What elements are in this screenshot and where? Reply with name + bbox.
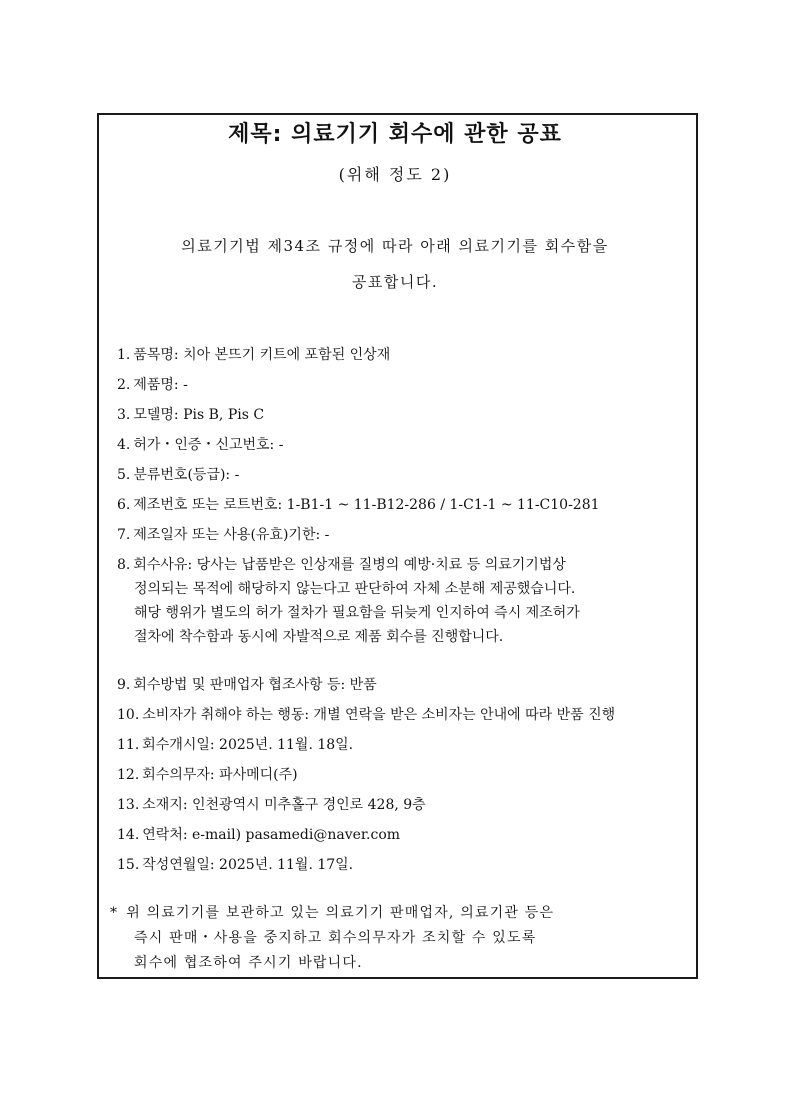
item-recall-start-date [117, 734, 691, 764]
item-classification [117, 464, 691, 494]
item-manufacture-date [117, 524, 691, 554]
item-recall-method [117, 674, 691, 704]
item-text: 모델명: Pis B, Pis C [133, 407, 265, 423]
item-number: 6. [117, 497, 131, 513]
item-number: 10. [117, 707, 140, 723]
item-address [117, 794, 691, 824]
recall-details-list [117, 344, 691, 884]
item-number: 8. [117, 557, 131, 573]
item-number: 13. [117, 797, 140, 813]
item-number: 7. [117, 527, 131, 543]
cooperation-note [110, 902, 680, 977]
asterisk-icon: * [110, 905, 119, 921]
reason-line-3: 해당 행위가 별도의 허가 절차가 필요함을 뒤늦게 인지하여 즉시 제조허가 [134, 605, 580, 621]
item-consumer-action [117, 704, 691, 734]
item-text: 제조번호 또는 로트번호: 1-B1-1 ~ 11-B12-286 / 1-C1-1 ~ 11-C10-281 [133, 497, 600, 513]
item-recall-reason [117, 554, 691, 674]
note-line-1 [110, 902, 680, 927]
item-text: 작성연월일: 2025년. 11월. 17일. [142, 857, 354, 873]
item-written-date [117, 854, 691, 884]
item-product-category [117, 344, 691, 374]
item-text: 소재지: 인천광역시 미추홀구 경인로 428, 9층 [142, 797, 426, 813]
item-product-name [117, 374, 691, 404]
reason-line-2: 정의되는 목적에 해당하지 않는다고 판단하여 자체 소분해 제공했습니다. [134, 581, 576, 597]
item-number: 2. [117, 377, 131, 393]
item-text: 연락처: e-mail) pasamedi@naver.com [142, 827, 401, 843]
item-contact [117, 824, 691, 854]
item-number: 15. [117, 857, 140, 873]
reason-line-1 [117, 554, 691, 578]
document-title: 제목: 의료기기 회수에 관한 공표 [228, 122, 562, 147]
item-text: 제조일자 또는 사용(유효)기한: - [133, 527, 330, 543]
item-number: 14. [117, 827, 140, 843]
item-text: 회수방법 및 판매업자 협조사항 등: 반품 [133, 677, 377, 693]
item-number: 5. [117, 467, 131, 483]
note-text: 위 의료기기를 보관하고 있는 의료기기 판매업자, 의료기관 등은 [126, 905, 555, 921]
item-text: 회수개시일: 2025년. 11월. 18일. [142, 737, 354, 753]
item-number: 4. [117, 437, 131, 453]
item-text: 허가・인증・신고번호: - [133, 437, 284, 453]
hazard-level: (위해 정도 2) [338, 165, 452, 184]
item-text: 회수의무자: 파사메디(주) [142, 767, 298, 783]
item-lot-number [117, 494, 691, 524]
item-model-name [117, 404, 691, 434]
intro-line-1: 의료기기법 제34조 규정에 따라 아래 의료기기를 회수함을 [181, 237, 609, 255]
item-text: 소비자가 취해야 하는 행동: 개별 연락을 받은 소비자는 안내에 따라 반품 진행 [142, 707, 616, 723]
item-number: 1. [117, 347, 131, 363]
reason-line-4: 절차에 착수함과 동시에 자발적으로 제품 회수를 진행합니다. [134, 629, 504, 645]
item-recall-obligor [117, 764, 691, 794]
item-number: 3. [117, 407, 131, 423]
note-line-2: 즉시 판매・사용을 중지하고 회수의무자가 조치할 수 있도록 [134, 930, 537, 946]
item-permit-number [117, 434, 691, 464]
item-number: 11. [117, 737, 140, 753]
item-text: 품목명: 치아 본뜨기 키트에 포함된 인상재 [133, 347, 391, 363]
item-text: 분류번호(등급): - [133, 467, 240, 483]
item-text: 회수사유: 당사는 납품받은 인상재를 질병의 예방·치료 등 의료기기법상 [133, 557, 566, 573]
intro-line-2: 공표합니다. [351, 273, 439, 291]
item-text: 제품명: - [133, 377, 188, 393]
item-number: 12. [117, 767, 140, 783]
note-line-3: 회수에 협조하여 주시기 바랍니다. [134, 955, 363, 971]
item-number: 9. [117, 677, 131, 693]
